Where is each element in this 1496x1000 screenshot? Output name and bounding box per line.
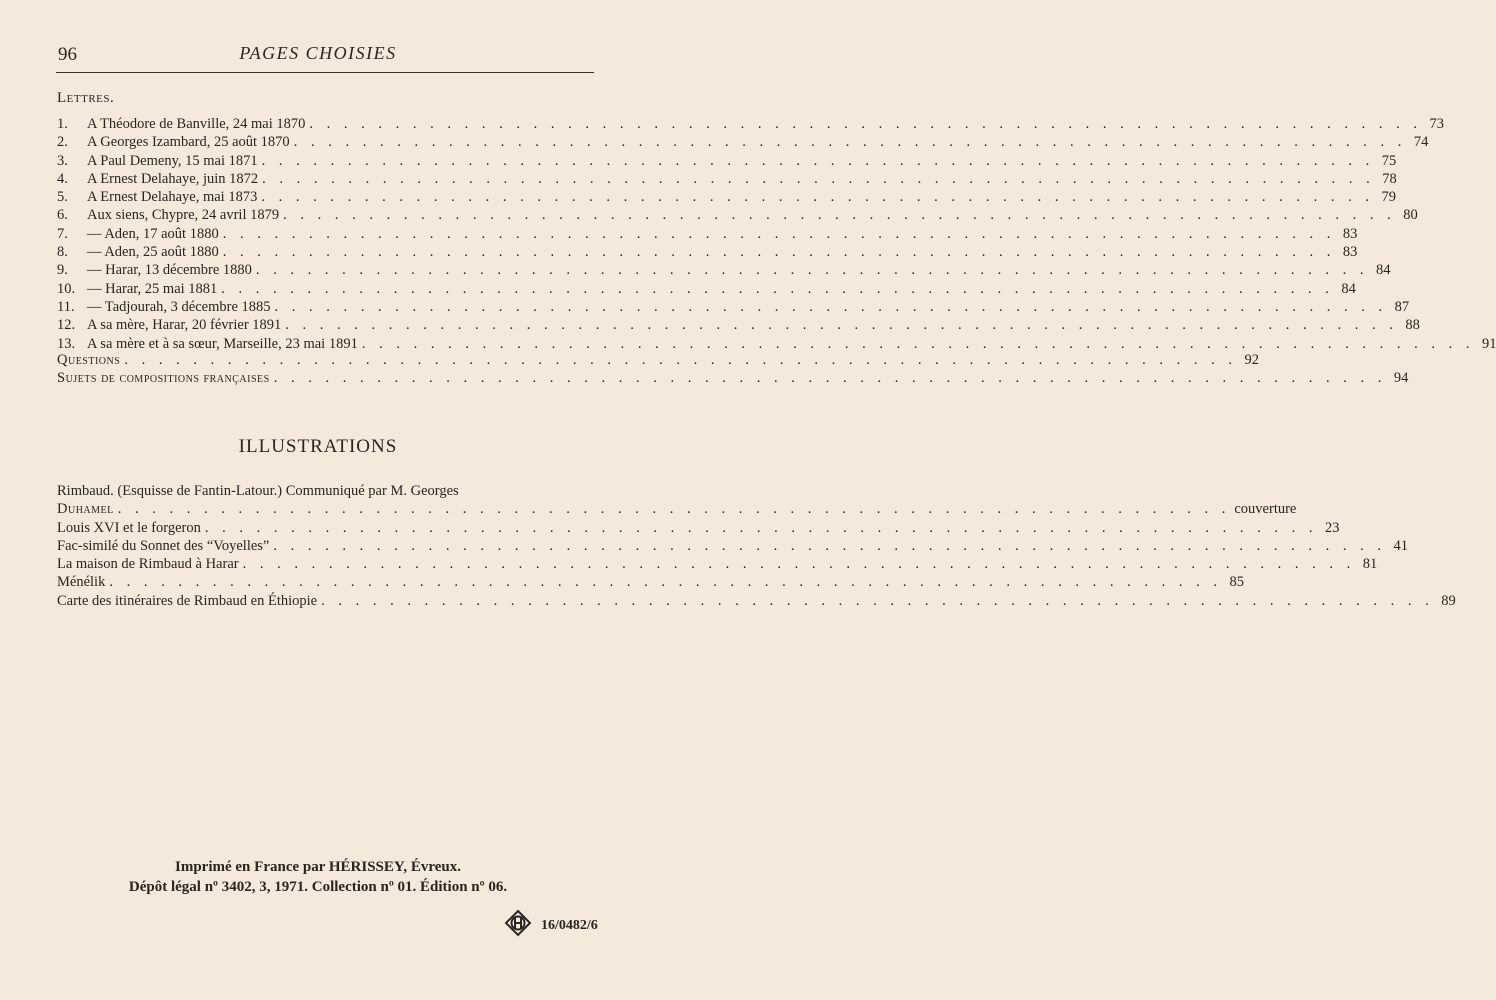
- dot-leader: . . . . . . . . . . . . . . . . . . . . . . . . . . . . . . . . . . . . . . . . . . . . . . . . . . . . . . . . . . . . . . . . .: [222, 244, 1336, 261]
- letter-item: [57, 317, 1420, 335]
- letter-item: [57, 225, 1358, 244]
- letter-page: 91: [1481, 335, 1496, 352]
- letter-title: A Paul Demeny, 15 mai 1871: [87, 152, 258, 169]
- illustration-item: [57, 519, 1340, 538]
- illustration-title: Carte des itinéraires de Rimbaud en Éthiopie: [57, 592, 318, 609]
- letter-page: 74: [1413, 134, 1429, 151]
- letter-page: 87: [1394, 298, 1410, 315]
- illustration-item-cover: [57, 501, 1297, 519]
- misc-title: Sujets de compositions françaises: [57, 370, 270, 387]
- dot-leader: . . . . . . . . . . . . . . . . . . . . . . . . . . . . . . . . . . . . . . . . . . . . . . . . . . . . . . . . . . . . . . . . .: [262, 170, 1375, 187]
- dot-leader: . . . . . . . . . . . . . . . . . . . . . . . . . . . . . . . . . . . . . . . . . . . . . . . . . . . . . . . . . . . . . . . . .: [273, 537, 1386, 554]
- letter-number: 5.: [57, 189, 68, 206]
- illustration-item: [57, 537, 1408, 556]
- dot-leader: . . . . . . . . . . . . . . . . . . . . . . . . . . . . . . . . . . . . . . . . . . . . . . . . . . . . . . . . . . . . . . . . .: [242, 556, 1356, 573]
- illustration-title: Duhamel: [57, 501, 114, 518]
- letter-number: 7.: [57, 225, 68, 242]
- dot-leader: . . . . . . . . . . . . . . . . . . . . . . . . . . . . . . . . . . . . . . . . . . . . . . . . . . . . . . . . . . . . . . . . .: [261, 189, 1374, 206]
- dot-leader: . . . . . . . . . . . . . . . . . . . . . . . . . . . . . . . . . . . . . . . . . . . . . . . . . . . . . . . . . . . . . . . . .: [285, 317, 1398, 334]
- letter-title: A Georges Izambard, 25 août 1870: [87, 134, 290, 151]
- letter-title: A Ernest Delahaye, juin 1872: [87, 170, 259, 187]
- header-rule: [56, 72, 594, 73]
- illustrations-heading: ILLUSTRATIONS: [238, 436, 398, 457]
- letter-number: 3.: [57, 152, 68, 169]
- letter-title: A sa mère et à sa sœur, Marseille, 23 mai 1891: [87, 335, 358, 352]
- letter-page: 80: [1403, 207, 1418, 224]
- letter-item: [57, 170, 1397, 189]
- letter-page: 84: [1376, 262, 1391, 279]
- letter-title: — Tadjourah, 3 décembre 1885: [87, 298, 271, 315]
- letter-number: 8.: [57, 244, 68, 261]
- illustration-page: couverture: [1234, 501, 1297, 518]
- letter-number: 12.: [57, 317, 76, 334]
- letter-title: A sa mère, Harar, 20 février 1891: [87, 317, 282, 334]
- illustrations-list: [57, 483, 1456, 611]
- letter-item: [57, 262, 1391, 280]
- misc-page: 94: [1393, 370, 1409, 387]
- letter-item: [57, 280, 1356, 299]
- letter-number: 6.: [57, 207, 68, 224]
- letter-item: [57, 189, 1396, 207]
- misc-page: 92: [1244, 352, 1259, 368]
- dot-leader: . . . . . . . . . . . . . . . . . . . . . . . . . . . . . . . . . . . . . . . . . . . . . . . . . . . . . . . . . . . . . . . . .: [221, 280, 1334, 297]
- letter-title: A Théodore de Banville, 24 mai 1870: [87, 116, 306, 132]
- letters-list: [57, 116, 1496, 354]
- letter-item: [57, 116, 1445, 134]
- misc-item: [57, 370, 1409, 388]
- misc-title: Questions: [57, 352, 121, 368]
- page-number: 96: [58, 44, 77, 65]
- dot-leader: . . . . . . . . . . . . . . . . . . . . . . . . . . . . . . . . . . . . . . . . . . . . . . . . . . . . . . . . . . . . . . . . .: [283, 207, 1396, 224]
- illustration-page: 89: [1441, 592, 1456, 609]
- dot-leader: . . . . . . . . . . . . . . . . . . . . . . . . . . . . . . . . . . . . . . . . . . . . . . . . . . . . . . . . . . . . . . . . .: [309, 116, 1423, 132]
- illustration-title: Ménélik: [57, 574, 106, 591]
- publisher-mark: [505, 910, 598, 941]
- dot-leader: . . . . . . . . . . . . . . . . . . . . . . . . . . . . . . . . . . . . . . . . . . . . . . . . . . . . . . . . . . . . . . . . .: [222, 225, 1336, 242]
- letter-title: — Aden, 25 août 1880: [87, 244, 219, 261]
- illustration-title: La maison de Rimbaud à Harar: [57, 556, 239, 573]
- dot-leader: . . . . . . . . . . . . . . . . . . . . . . . . . . . . . . . . . . . . . . . . . . . . . . . . . . . . . . . . . . . . . . . . .: [204, 519, 1318, 536]
- illustration-title: Fac-similé du Sonnet des “Voyelles”: [57, 537, 270, 554]
- dot-leader: . . . . . . . . . . . . . . . . . . . . . . . . . . . . . . . . . . . . . . . . . . . . . . . . . . . . . . . . . . . . . . . . .: [124, 352, 1237, 368]
- illustration-page: 23: [1325, 519, 1340, 536]
- publisher-logo-icon: [505, 910, 531, 941]
- printer-imprint: [0, 857, 636, 897]
- dot-leader: . . . . . . . . . . . . . . . . . . . . . . . . . . . . . . . . . . . . . . . . . . . . . . . . . . . . . . . . . . . . . . . . .: [117, 501, 1231, 518]
- letter-page: 73: [1429, 116, 1445, 132]
- letter-item: [57, 298, 1410, 317]
- letter-title: — Harar, 25 mai 1881: [87, 280, 218, 297]
- illustration-item: [57, 592, 1456, 611]
- letter-page: 83: [1342, 225, 1358, 242]
- dot-leader: . . . . . . . . . . . . . . . . . . . . . . . . . . . . . . . . . . . . . . . . . . . . . . . . . . . . . . . . . . . . . . . . .: [293, 134, 1407, 151]
- letter-number: 4.: [57, 170, 68, 187]
- dot-leader: . . . . . . . . . . . . . . . . . . . . . . . . . . . . . . . . . . . . . . . . . . . . . . . . . . . . . . . . . . . . . . . . .: [321, 592, 1434, 609]
- misc-list: [57, 352, 1409, 389]
- imprint-line-1: Imprimé en France par HÉRISSEY, Évreux.: [175, 859, 461, 875]
- illustration-item-cover-line1: Rimbaud. (Esquisse de Fantin-Latour.) Communiqué par M. Georges: [57, 483, 459, 499]
- catalog-code: 16/0482/6: [541, 917, 598, 933]
- letter-page: 75: [1381, 152, 1397, 169]
- running-title: PAGES CHOISIES: [239, 43, 397, 63]
- letter-number: 13.: [57, 335, 76, 352]
- misc-item: [57, 352, 1259, 370]
- letter-page: 84: [1341, 280, 1356, 297]
- letter-page: 88: [1405, 317, 1420, 334]
- letter-title: A Ernest Delahaye, mai 1873: [87, 189, 258, 206]
- letter-number: 9.: [57, 262, 68, 279]
- letter-number: 1.: [57, 116, 68, 132]
- dot-leader: . . . . . . . . . . . . . . . . . . . . . . . . . . . . . . . . . . . . . . . . . . . . . . . . . . . . . . . . . . . . . . . . .: [109, 574, 1222, 591]
- illustration-item: [57, 574, 1244, 592]
- letter-title: — Aden, 17 août 1880: [87, 225, 219, 242]
- illustration-title: Louis XVI et le forgeron: [57, 519, 201, 536]
- dot-leader: . . . . . . . . . . . . . . . . . . . . . . . . . . . . . . . . . . . . . . . . . . . . . . . . . . . . . . . . . . . . . . . . .: [274, 298, 1388, 315]
- letter-number: 2.: [57, 134, 68, 151]
- illustration-page: 41: [1393, 537, 1408, 554]
- illustration-page: 85: [1229, 574, 1244, 591]
- imprint-line-2: Dépôt légal nº 3402, 3, 1971. Collection nº 01. Édition nº 06.: [128, 879, 508, 895]
- letter-page: 79: [1381, 189, 1396, 206]
- dot-leader: . . . . . . . . . . . . . . . . . . . . . . . . . . . . . . . . . . . . . . . . . . . . . . . . . . . . . . . . . . . . . . . . .: [261, 152, 1375, 169]
- dot-leader: . . . . . . . . . . . . . . . . . . . . . . . . . . . . . . . . . . . . . . . . . . . . . . . . . . . . . . . . . . . . . . . . .: [255, 262, 1369, 279]
- letter-title: — Harar, 13 décembre 1880: [87, 262, 252, 279]
- illustration-item: [57, 556, 1378, 574]
- letter-title: Aux siens, Chypre, 24 avril 1879: [87, 207, 280, 224]
- letter-number: 10.: [57, 280, 76, 297]
- letter-item: [57, 207, 1418, 225]
- illustration-page: 81: [1362, 556, 1378, 573]
- letter-item: [57, 244, 1358, 262]
- letter-page: 83: [1342, 244, 1358, 261]
- letters-heading: Lettres.: [57, 90, 115, 106]
- letter-item: [57, 134, 1429, 152]
- dot-leader: . . . . . . . . . . . . . . . . . . . . . . . . . . . . . . . . . . . . . . . . . . . . . . . . . . . . . . . . . . . . . . . . .: [361, 335, 1475, 352]
- letter-page: 78: [1382, 170, 1397, 187]
- letter-number: 11.: [57, 298, 75, 315]
- letter-item: [57, 152, 1397, 171]
- dot-leader: . . . . . . . . . . . . . . . . . . . . . . . . . . . . . . . . . . . . . . . . . . . . . . . . . . . . . . . . . . . . . . . . .: [273, 370, 1387, 387]
